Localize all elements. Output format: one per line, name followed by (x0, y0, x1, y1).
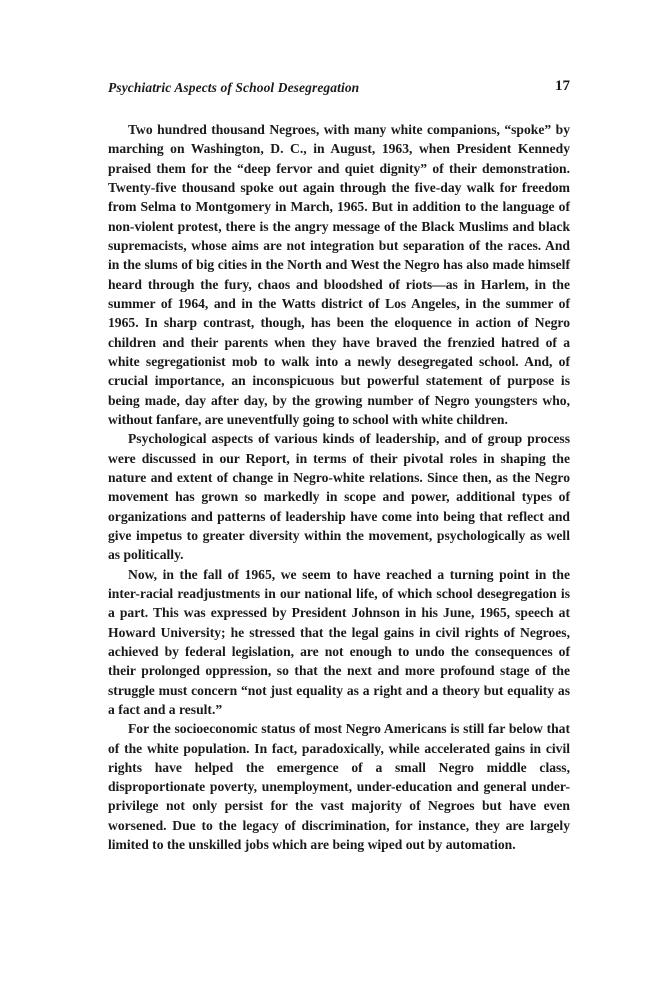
paragraph: Psychological aspects of various kinds of leadership, and of group process were discussed in our Report, in terms of their pivotal roles in shaping the nature and extent of change in Negro-white relations. Since then, as the Negro movement has grown so markedly in scope and power, additional types of organizations and patterns of leadership have come into being that reflect and give impetus to greater diversity within the movement, psychologically as well as politically. (108, 431, 570, 563)
paragraph: For the socioeconomic status of most Negro Americans is still far below that of the white population. In fact, paradoxically, while accelerated gains in civil rights have helped the emergence of a small Negro middle class, disproportionate poverty, unemployment, under-education and general under-privilege not only persist for the vast majority of Negroes but have even worsened. Due to the legacy of discrimination, for instance, they are largely limited to the unskilled jobs which are being wiped out by automation. (108, 721, 570, 853)
paragraph: Now, in the fall of 1965, we seem to have reached a turning point in the inter-racial readjustments in our national life, of which school desegregation is a part. This was expressed by President Johnson in his June, 1965, speech at Howard University; he stressed that the legal gains in civil rights of Negroes, achieved by federal legislation, are not enough to undo the consequences of their prolonged oppression, so that the next and more profound stage of the struggle must concern “not just equality as a right and a theory but equality as a fact and a result.” (108, 566, 570, 717)
page-number: 17 (555, 78, 570, 94)
running-title: Psychiatric Aspects of School Desegregation (108, 80, 360, 95)
paragraph: Two hundred thousand Negroes, with many white companions, “spoke” by marching on Washington, D. C., in August, 1963, when President Kennedy praised them for the “deep fervor and quiet dignity” of their demonstration. Twenty-five thousand spoke out again through the five-day walk for freedom from Selma to Montgomery in March, 1965. But in addition to the language of non-violent protest, there is the angry message of the Black Muslims and black supremacists, whose aims are not integration but separation of the races. And in the slums of big cities in the North and West the Negro has also made himself heard through the fury, chaos and bloodshed of riots—as in Harlem, in the summer of 1964, and in the Watts district of Los Angeles, in the summer of 1965. In sharp contrast, though, has been the eloquence in action of Negro children and their parents when they have braved the frenzied hatred of a white segregationist mob to walk into a newly desegregated school. And, of crucial importance, an inconspicuous but powerful statement of purpose is being made, day after day, by the growing number of Negro youngsters who, without fanfare, are uneventfully going to school with white children. (108, 122, 570, 427)
body-text (108, 120, 570, 854)
running-header (108, 80, 570, 100)
